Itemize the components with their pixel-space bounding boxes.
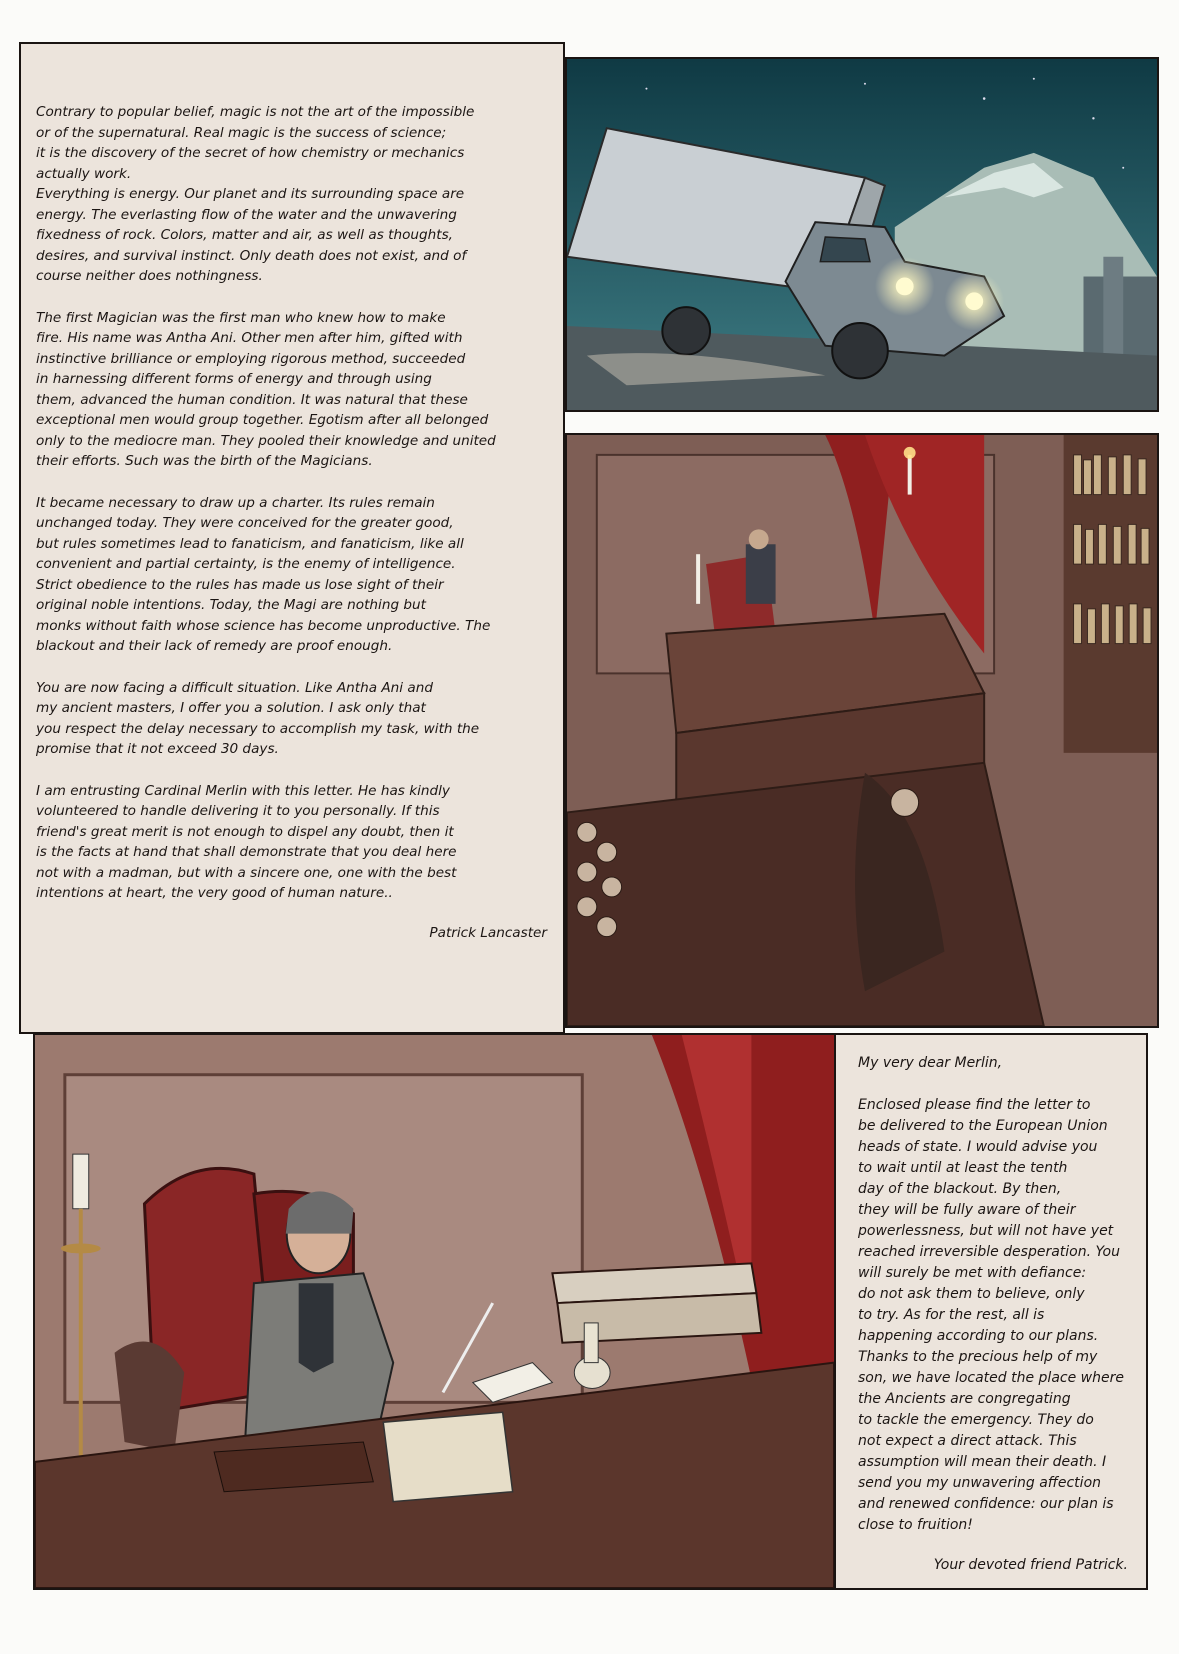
letter-paragraph: You are now facing a difficult situation. Like Antha Ani and my ancient masters, I offer you a solution. I ask only that you respect the delay necessary to accomplish my task, with the promise that it not exceed 30 days. [36, 679, 480, 757]
letter-paragraph: The first Magician was the first man who knew how to make fire. His name was Antha Ani. Other men after him, gifted with instinctive brilliance or employing rigorous method, succeeded in harnessing different forms of energy and through using them, advanced the human condition. It was natural that these exceptional men would group together. Egotism after all belonged only to the mediocre man. They pooled their knowledge and united their efforts. Such was the birth of the Magicians. [36, 309, 496, 469]
writing-desk-illustration [35, 1035, 834, 1588]
letter-paragraph: Contrary to popular belief, magic is not the art of the impossible or of the supernatural. Real magic is the success of science; it is the discovery of the secret of how chemistry or mechanics actually work. Everything is energy. Our planet and its surrounding space are energy. The everlasting flow of the water and the unwavering fixedness of rock. Colors, matter and air, as well as thoughts, desires, and survival instinct. Only death does not exist, and of course neither does nothingness. [36, 104, 475, 284]
letter-paragraph: I am entrusting Cardinal Merlin with this letter. He has kindly volunteered to handle delivering it to you personally. If this friend's great merit is not enough to dispel any doubt, then it is the facts at hand that shall demonstrate that you deal here not with a madman, but with a sincere one, one with the best intentions at heart, the very good of human nature.. [36, 782, 457, 901]
letter-salutation: My very dear Merlin, [858, 1055, 1003, 1071]
study-desk-panel [565, 433, 1159, 1028]
letter-body: Enclosed please find the letter to be delivered to the European Union heads of state. I would advise you to wait until at least the tenth day of the blackout. By then, they will be fully aware of their powerlessness, but will not have yet reached irreversible desperation. You will surely be met with defiance: do not ask them to believe, only to try. As for the rest, all is happening according to our plans. Thanks to the precious help of my son, we have located the place where the Ancients are congregating to tackle the emergency. They do not expect a direct attack. This assumption will mean their death. I send you my unwavering affection and renewed confidence: our plan is close to fruition! [858, 1097, 1124, 1533]
letter-panel-merlin [834, 1033, 1148, 1590]
letter-paragraph: It became necessary to draw up a charter. Its rules remain unchanged today. They were conceived for the greater good, but rules sometimes lead to fanaticism, and fanaticism, like all convenient and partial certainty, is the enemy of intelligence. Strict obedience to the rules has made us lose sight of their original noble intentions. Today, the Magi are nothing but monks without faith whose science has become unproductive. The blackout and their lack of remedy are proof enough. [36, 494, 491, 654]
truck-night-panel [565, 57, 1159, 412]
letter-signature: Patrick Lancaster [429, 924, 547, 941]
truck-illustration [567, 59, 1157, 410]
study-desk-illustration [567, 435, 1157, 1026]
letter-panel-heads-of-state [19, 42, 565, 1034]
letter-signature: Your devoted friend Patrick. [933, 1557, 1128, 1573]
study-panel-writing [33, 1033, 836, 1590]
